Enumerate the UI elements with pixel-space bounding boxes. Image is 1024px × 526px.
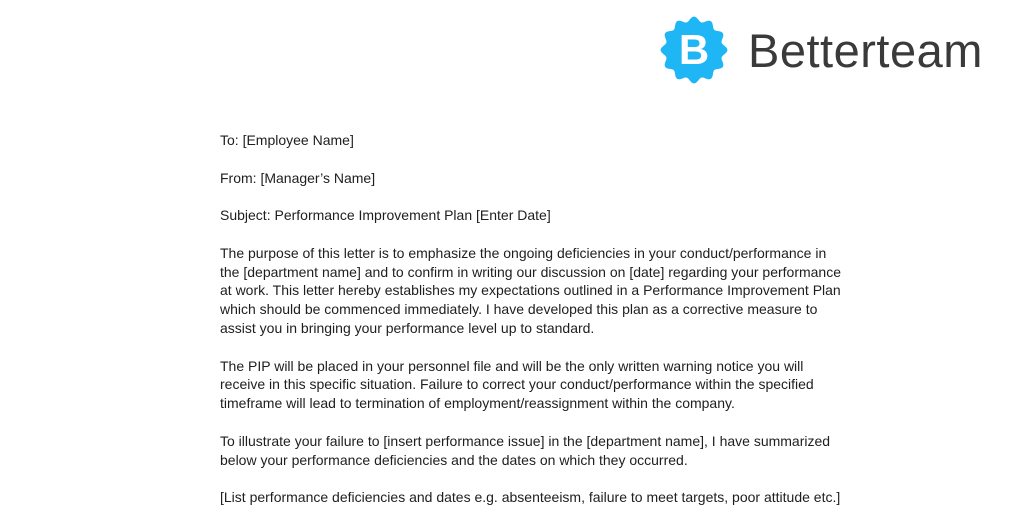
- paragraph: [220, 432, 841, 470]
- brand-name: Betterteam: [748, 23, 983, 77]
- from-line: From: [Manager’s Name]: [220, 169, 376, 186]
- paragraph-line: The purpose of this letter is to emphasize the ongoing deficiencies in your conduct/performance in: [220, 244, 827, 261]
- paragraph-line: The PIP will be placed in your personnel file and will be the only written warning notice you will: [220, 357, 804, 374]
- svg-text:B: B: [678, 26, 710, 73]
- paragraph-line: assist you in bringing your performance level up to standard.: [220, 319, 595, 336]
- to-line: To: [Employee Name]: [220, 132, 354, 148]
- subject-line: Subject: Performance Improvement Plan [Enter Date]: [220, 207, 551, 224]
- paragraph-line: which should be commenced immediately. I have developed this plan as a corrective measure to: [220, 301, 818, 318]
- letter-body: [220, 131, 841, 526]
- paragraph: [220, 488, 841, 507]
- paragraph-line: [List performance deficiencies and dates e.g. absenteeism, failure to meet targets, poor attitude etc.]: [220, 489, 841, 506]
- paragraph: [220, 357, 841, 413]
- paragraph-line: receive in this specific situation. Failure to correct your conduct/performance within the specified: [220, 376, 814, 393]
- paragraph-line: the [department name] and to confirm in writing our discussion on [date] regarding your performance: [220, 263, 841, 280]
- paragraph-line: at work. This letter hereby establishes my expectations outlined in a Performance Improvement Plan: [220, 282, 841, 299]
- paragraph: [220, 244, 841, 338]
- badge-icon: [660, 16, 728, 84]
- paragraph-line: To illustrate your failure to [insert performance issue] in the [department name], I have summarized: [220, 432, 831, 449]
- betterteam-logo: [660, 16, 983, 84]
- paragraph-line: below your performance deficiencies and the dates on which they occurred.: [220, 451, 688, 468]
- paragraph-line: timeframe will lead to termination of employment/reassignment within the company.: [220, 395, 735, 412]
